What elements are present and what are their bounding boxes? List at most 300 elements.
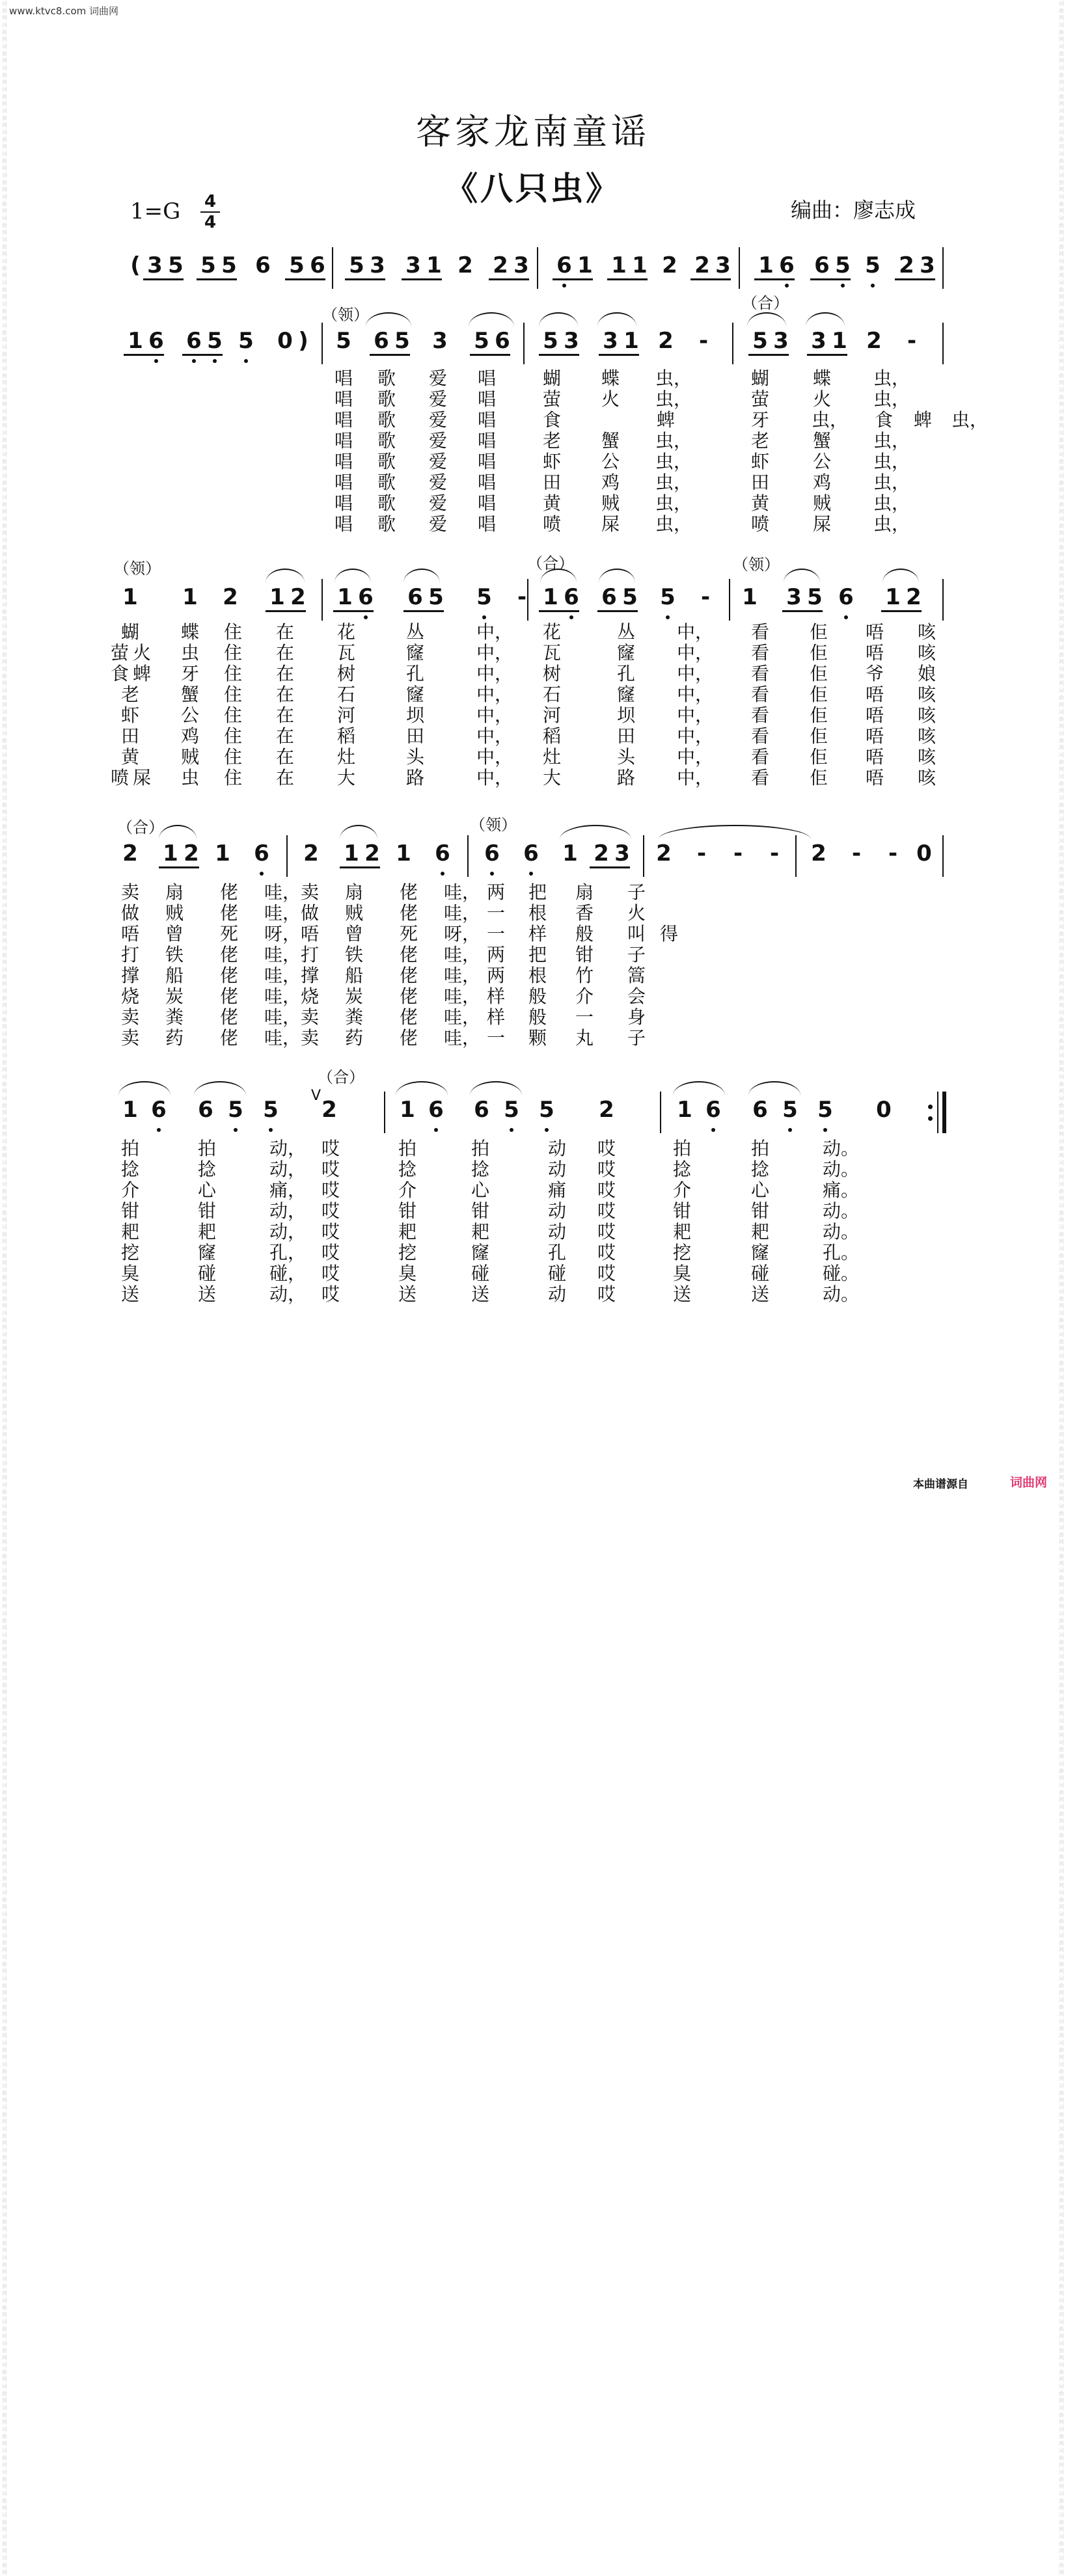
lyric-char: 钳	[120, 1200, 139, 1222]
lyric-char: 动，	[269, 1159, 306, 1180]
lyric-line	[0, 882, 1066, 903]
lyric-char: 哇，	[264, 902, 301, 924]
lyric-char: 哇，	[264, 1006, 301, 1028]
lyric-char: 窿	[616, 684, 635, 705]
lyric-char: 黄	[750, 492, 769, 514]
bar-line	[660, 1092, 661, 1133]
note: 2	[364, 840, 380, 866]
lyric-char: 一	[486, 923, 505, 945]
note: 6	[474, 1097, 489, 1123]
note: 5	[471, 584, 497, 610]
lyric-char: 住	[223, 746, 242, 768]
lyric-char: 萤	[542, 388, 561, 410]
lyric-char: 耙	[398, 1221, 417, 1242]
lyric-char: 佬	[399, 881, 418, 903]
lyric-char: 路	[405, 767, 424, 788]
lyric-char: 窿	[405, 684, 424, 705]
note: 1	[269, 584, 285, 610]
lyric-line	[0, 903, 1066, 924]
lyric-char: 唱	[477, 430, 496, 451]
note: 6	[601, 584, 617, 610]
lyric-char: 蝶	[601, 368, 620, 389]
note: 5	[223, 1097, 249, 1123]
note: 2	[290, 584, 306, 610]
note-underline	[143, 278, 184, 280]
lyric-char: 中，	[676, 746, 713, 768]
lyric-char: 中，	[476, 684, 513, 705]
lyric-char: 捻	[120, 1159, 139, 1180]
bar-line	[527, 579, 528, 621]
lyric-char: 颗	[528, 1027, 547, 1049]
bar-line	[942, 323, 944, 364]
lyric-char: 坝	[405, 704, 424, 726]
lyric-char: 窿	[405, 642, 424, 664]
lyric-char: 萤	[110, 642, 129, 664]
note-underline	[345, 278, 385, 280]
lyric-char: 中，	[676, 642, 713, 664]
lyric-char: 哇，	[443, 1027, 480, 1049]
lyric-line	[0, 1180, 1066, 1201]
lyric-char: 碰	[750, 1263, 769, 1284]
lyric-char: 虫，	[873, 492, 910, 514]
lyric-char: 子	[627, 944, 646, 965]
lyric-char: 蟹	[601, 430, 620, 451]
repeat-dot	[928, 1116, 933, 1121]
lyric-char: 钳	[575, 944, 594, 965]
note: 2	[662, 252, 677, 278]
lyric-char: 曾	[344, 923, 363, 945]
lyric-char: 耙	[750, 1221, 769, 1242]
lyric-char: 送	[750, 1283, 769, 1305]
note: -	[698, 328, 709, 354]
lyric-char: 瓦	[336, 642, 355, 664]
lyric-char: 田	[542, 472, 561, 493]
lyric-char: 窿	[750, 1242, 769, 1263]
site-url[interactable]: www.ktvc8.com 词曲网	[9, 5, 119, 17]
note: 1	[122, 1097, 138, 1123]
lyric-char: 船	[344, 965, 363, 986]
lyric-line	[0, 986, 1066, 1007]
lyric-line	[0, 768, 1066, 788]
lyric-char: 动	[547, 1283, 566, 1305]
lyric-char: 死	[219, 923, 238, 945]
lyric-char: 在	[275, 725, 294, 747]
note-underline	[748, 354, 789, 356]
lyric-char: 老	[542, 430, 561, 451]
lyric-char: 歌	[377, 409, 396, 431]
slur-arc	[396, 1081, 448, 1095]
lyric-char: 蜱	[913, 409, 932, 431]
lyric-char: 唔	[120, 923, 139, 945]
lyric-char: 心	[750, 1179, 769, 1201]
lyric-char: 贼	[344, 902, 363, 924]
lyric-char: 哇，	[443, 1006, 480, 1028]
lyric-char: 捻	[197, 1159, 216, 1180]
lyric-char: 孔	[547, 1242, 566, 1263]
lyric-char: 孔	[405, 663, 424, 684]
note: 5	[655, 584, 681, 610]
lyric-char: 打	[300, 944, 319, 965]
note: 1	[885, 584, 901, 610]
lyric-char: 钳	[398, 1200, 417, 1222]
bar-line	[523, 323, 525, 364]
note: 2	[321, 1097, 337, 1123]
lyric-char: 船	[165, 965, 184, 986]
lyric-char: 佬	[399, 986, 418, 1007]
lyric-char: 虫，	[873, 513, 910, 535]
lyric-char: 喷	[110, 767, 129, 788]
lyric-line	[0, 705, 1066, 726]
lyric-char: 碰	[547, 1263, 566, 1284]
lyric-char: 窿	[616, 642, 635, 664]
lyric-char: 佬	[399, 944, 418, 965]
lyric-char: 送	[197, 1283, 216, 1305]
lyric-char: 唱	[334, 368, 353, 389]
lead-marker: （领）	[733, 556, 780, 574]
lyric-char: 虫，	[951, 409, 988, 431]
note: 2	[866, 328, 882, 354]
note: 3	[370, 252, 385, 278]
lyric-char: 歌	[377, 513, 396, 535]
note: 2	[184, 840, 199, 866]
lyric-line	[0, 1222, 1066, 1242]
lyric-char: 石	[542, 684, 561, 705]
lyric-char: 拍	[672, 1138, 691, 1159]
lyric-char: 哇，	[264, 986, 301, 1007]
note: 1	[400, 1097, 415, 1123]
lyric-char: 佢	[809, 746, 828, 768]
bar-line	[286, 835, 288, 877]
lyric-char: 哇，	[443, 986, 480, 1007]
lyric-char: 哎	[321, 1242, 340, 1263]
lyric-char: 哇，	[443, 881, 480, 903]
lyric-char: 看	[750, 684, 769, 705]
lyric-char: 送	[398, 1283, 417, 1305]
note: 6	[518, 840, 544, 866]
lyric-char: 虫，	[655, 388, 692, 410]
lyric-char: 坝	[616, 704, 635, 726]
note: 2	[122, 840, 138, 866]
note: 2	[599, 1097, 614, 1123]
lyric-char: 哎	[597, 1138, 616, 1159]
lyric-char: 动	[547, 1138, 566, 1159]
lyric-line	[0, 472, 1066, 493]
lyric-char: 花	[542, 621, 561, 643]
lyric-char: 卖	[300, 1006, 319, 1028]
lyric-char: 住	[223, 725, 242, 747]
lyric-char: 看	[750, 704, 769, 726]
lyric-char: 佢	[809, 642, 828, 664]
note: 5	[860, 252, 886, 278]
side-watermark-right: 词曲网 词曲网 词曲网 词曲网 词曲网 词曲网 词曲网 词曲网 词曲网 词曲网 词曲网 词曲网 词曲网 词曲网 词曲网 词曲网 词曲网 词曲网 词曲网 词曲网 词曲网 词曲网 词曲网 词曲网 词曲网 词曲网 词曲网 词曲网 词曲网 词曲网 词曲网 词曲网 词曲网 词曲网 词曲网 词曲网 词曲网 词曲网 词曲网 词曲网 词曲网 词曲网 词曲网 词曲网 词曲网 词曲网 词曲网 词曲网 词曲网 词曲网 词曲网 词曲网 词曲网 词曲网 词曲网 词曲网 词曲网 词曲网 词曲网 词曲网 词曲网 词曲网 词曲网 词曲网 词曲网 词曲网 词曲网 词曲网 词曲网 词曲网 词曲网 词曲网 词曲网 词曲网 词曲网 词曲网 词曲网 词曲网 词曲网 词曲网 词曲网 词曲网 词曲网 词曲网 词曲网 词曲网 词曲网 词曲网 词曲网 词曲网 词曲网 词曲网 词曲网 词曲网 词曲网 词曲网 词曲网 词曲网 词曲网 词曲网 词曲网 词曲网 词曲网 词曲网 词曲网 词曲网 词曲网 词曲网 词曲网 词曲网 词曲网 词曲网 词曲网 词曲网 词曲网 词曲网 词曲网 词曲网 词曲网 词曲网	[1059, 1, 1064, 2575]
song-subtitle: 《八只虫》	[445, 170, 621, 208]
note: 2	[458, 252, 473, 278]
lyric-char: 喷	[542, 513, 561, 535]
lyric-char: 田	[616, 725, 635, 747]
lyric-char: 爱	[428, 368, 447, 389]
lyric-char: 唱	[334, 430, 353, 451]
lyric-char: 铁	[165, 944, 184, 965]
lyric-char: 碰	[197, 1263, 216, 1284]
note-underline	[182, 354, 223, 356]
note: 5	[474, 328, 489, 354]
lyric-char: 唔	[865, 746, 884, 768]
lyric-char: 虾	[542, 451, 561, 472]
note-underline	[124, 354, 164, 356]
lyric-line	[0, 389, 1066, 410]
lyric-char: 哎	[321, 1263, 340, 1284]
lyric-line	[0, 726, 1066, 747]
lyric-char: 佢	[809, 767, 828, 788]
lyric-char: 中，	[476, 642, 513, 664]
lyric-line	[0, 1159, 1066, 1180]
lyric-char: 碰。	[822, 1263, 859, 1284]
lyric-char: 蟹	[812, 430, 831, 451]
note: 1	[832, 328, 847, 354]
lyric-char: 卖	[120, 1027, 139, 1049]
lyric-char: 看	[750, 621, 769, 643]
note: 3	[603, 328, 618, 354]
lyric-char: 看	[750, 663, 769, 684]
lyric-char: 贼	[812, 492, 831, 514]
lyric-char: 住	[223, 642, 242, 664]
lyric-char: 动，	[269, 1138, 306, 1159]
lyric-char: 介	[398, 1179, 417, 1201]
bar-line	[942, 579, 944, 621]
lyric-char: 食	[542, 409, 561, 431]
note: 2	[906, 584, 922, 610]
note-underline	[370, 354, 410, 356]
note-underline	[340, 866, 380, 868]
lyric-char: 田	[120, 725, 139, 747]
lyric-char: 呀，	[264, 923, 301, 945]
time-signature-bottom: 4	[204, 213, 217, 232]
note: 6	[752, 1097, 768, 1123]
lyric-char: 痛	[547, 1179, 566, 1201]
lyric-char: 哇，	[443, 944, 480, 965]
note: 1	[122, 584, 138, 610]
lyrics-block-4	[0, 1138, 1066, 1308]
lyric-char: 般	[528, 1006, 547, 1028]
lyric-char: 孔，	[269, 1242, 306, 1263]
note: 1	[337, 584, 353, 610]
lyric-char: 挖	[672, 1242, 691, 1263]
note-underline	[599, 354, 639, 356]
note-underline	[597, 610, 638, 612]
lyric-char: 心	[197, 1179, 216, 1201]
note: -	[700, 584, 711, 610]
lyric-char: 看	[750, 746, 769, 768]
lyric-char: 蝶	[180, 621, 199, 643]
note: 0	[876, 1097, 892, 1123]
note: 3	[147, 252, 163, 278]
lyric-char: 动	[547, 1200, 566, 1222]
lyric-char: 哎	[597, 1263, 616, 1284]
lyric-char: 食	[874, 409, 893, 431]
lyric-char: 佬	[219, 986, 238, 1007]
lyric-line	[0, 945, 1066, 965]
lyric-char: 牙	[750, 409, 769, 431]
lyric-char: 钳	[471, 1200, 489, 1222]
lyric-char: 哎	[597, 1159, 616, 1180]
lyric-char: 蝶	[812, 368, 831, 389]
chorus-marker: （合）	[527, 554, 574, 572]
lyric-char: 大	[542, 767, 561, 788]
note: 2	[899, 252, 914, 278]
note: 1	[562, 840, 578, 866]
note: 6	[181, 328, 207, 354]
note-underline	[895, 278, 935, 280]
note: 5	[777, 1097, 803, 1123]
lyric-char: 介	[575, 986, 594, 1007]
lyric-char: 做	[300, 902, 319, 924]
lyric-char: 爱	[428, 492, 447, 514]
lyric-char: 捻	[471, 1159, 489, 1180]
note: -	[696, 840, 707, 866]
lyric-char: 虫，	[655, 472, 692, 493]
note: -	[769, 840, 780, 866]
chorus-marker: （合）	[117, 818, 164, 837]
slur-arc	[469, 312, 514, 327]
lyric-char: 挖	[120, 1242, 139, 1263]
note: 6	[310, 252, 325, 278]
lyric-char: 中，	[476, 746, 513, 768]
lyric-char: 哇，	[443, 902, 480, 924]
lyric-char: 唱	[477, 388, 496, 410]
lyric-char: 动	[547, 1159, 566, 1180]
note: 3	[405, 252, 421, 278]
lyric-char: 蟹	[180, 684, 199, 705]
lyric-char: 孔	[616, 663, 635, 684]
lyric-line	[0, 684, 1066, 705]
lyric-char: 在	[275, 621, 294, 643]
note: 1	[215, 840, 230, 866]
lyric-char: 树	[542, 663, 561, 684]
lyric-char: 叫	[627, 923, 646, 945]
lyric-char: 臭	[398, 1263, 417, 1284]
lyric-char: 铁	[344, 944, 363, 965]
lyrics-block-3	[0, 882, 1066, 1051]
note: 5	[543, 328, 558, 354]
note-underline	[539, 610, 579, 612]
lyric-char: 咳	[917, 746, 936, 768]
slur-arc	[470, 1081, 522, 1095]
bar-line	[739, 247, 740, 289]
lyric-char: 耙	[471, 1221, 489, 1242]
slur-arc	[599, 569, 635, 583]
slur-arc	[539, 312, 578, 327]
chorus-marker: （合）	[742, 294, 789, 312]
lyric-char: 咳	[917, 725, 936, 747]
bar-line	[643, 835, 644, 877]
score-system-4	[0, 816, 1066, 886]
lyric-line	[0, 643, 1066, 664]
note: 3	[920, 252, 935, 278]
note-underline	[590, 866, 630, 868]
note: 6	[407, 584, 423, 610]
lyric-char: 药	[344, 1027, 363, 1049]
lyric-char: 唔	[865, 684, 884, 705]
lyric-char: 唔	[865, 642, 884, 664]
bar-line	[467, 835, 469, 877]
lyric-char: 撑	[120, 965, 139, 986]
lyric-char: 臭	[672, 1263, 691, 1284]
lyric-char: 臭	[120, 1263, 139, 1284]
lyric-char: 中，	[676, 767, 713, 788]
side-watermark-left: 词曲网 词曲网 词曲网 词曲网 词曲网 词曲网 词曲网 词曲网 词曲网 词曲网 词曲网 词曲网 词曲网 词曲网 词曲网 词曲网 词曲网 词曲网 词曲网 词曲网 词曲网 词曲网 词曲网 词曲网 词曲网 词曲网 词曲网 词曲网 词曲网 词曲网 词曲网 词曲网 词曲网 词曲网 词曲网 词曲网 词曲网 词曲网 词曲网 词曲网 词曲网 词曲网 词曲网 词曲网 词曲网 词曲网 词曲网 词曲网 词曲网 词曲网 词曲网 词曲网 词曲网 词曲网 词曲网 词曲网 词曲网 词曲网 词曲网 词曲网 词曲网 词曲网 词曲网 词曲网 词曲网 词曲网 词曲网 词曲网 词曲网 词曲网 词曲网 词曲网 词曲网 词曲网 词曲网 词曲网 词曲网 词曲网 词曲网 词曲网 词曲网 词曲网 词曲网 词曲网 词曲网 词曲网 词曲网 词曲网 词曲网 词曲网 词曲网 词曲网 词曲网 词曲网 词曲网 词曲网 词曲网 词曲网 词曲网 词曲网 词曲网 词曲网 词曲网 词曲网 词曲网 词曲网 词曲网 词曲网 词曲网 词曲网 词曲网 词曲网 词曲网 词曲网 词曲网 词曲网 词曲网 词曲网 词曲网 词曲网	[2, 1, 7, 2575]
lyric-char: 鸡	[180, 725, 199, 747]
lyric-char: 一	[575, 1006, 594, 1028]
lyric-line	[0, 451, 1066, 472]
lyric-char: 唔	[865, 725, 884, 747]
lyric-char: 唔	[865, 767, 884, 788]
bar-line	[942, 1092, 946, 1133]
slur-arc	[784, 569, 820, 583]
lyric-char: 虫，	[873, 388, 910, 410]
lyric-char: 佢	[809, 704, 828, 726]
lyric-char: 中，	[476, 704, 513, 726]
lyric-char: 哎	[321, 1283, 340, 1305]
lyric-char: 两	[486, 944, 505, 965]
note: 6	[495, 328, 510, 354]
note: 0	[277, 328, 293, 354]
note: 1	[163, 840, 178, 866]
lyric-char: 唱	[334, 513, 353, 535]
lyric-char: 灶	[542, 746, 561, 768]
lyric-char: 老	[120, 684, 139, 705]
note: 3	[513, 252, 529, 278]
lyric-char: 碰，	[269, 1263, 306, 1284]
note: -	[517, 584, 527, 610]
note-underline	[607, 278, 648, 280]
lyric-char: 捻	[750, 1159, 769, 1180]
lyric-char: 哎	[321, 1159, 340, 1180]
lyric-char: 佬	[219, 1006, 238, 1028]
note: 5	[233, 328, 259, 354]
lyric-char: 介	[672, 1179, 691, 1201]
lyric-char: 哎	[597, 1283, 616, 1305]
footer-logo[interactable]: 词曲网	[1010, 1475, 1048, 1490]
note: 2	[811, 840, 827, 866]
note: 5	[534, 1097, 560, 1123]
lyrics-block-1	[0, 368, 1066, 537]
time-signature	[200, 193, 220, 232]
bar-line	[332, 247, 333, 289]
note: 5	[349, 252, 364, 278]
lyric-char: 烧	[300, 986, 319, 1007]
note-underline	[810, 278, 851, 280]
lyric-char: 佬	[399, 1027, 418, 1049]
lyric-char: 唱	[334, 451, 353, 472]
note: 6	[774, 252, 800, 278]
lyric-char: 牙	[180, 663, 199, 684]
lyric-char: 哇，	[264, 1027, 301, 1049]
lyric-char: 拍	[197, 1138, 216, 1159]
lyrics-block-2	[0, 622, 1066, 791]
lyric-char: 介	[120, 1179, 139, 1201]
note: 1	[742, 584, 758, 610]
lyric-char: 歌	[377, 451, 396, 472]
note-underline	[690, 278, 731, 280]
lyric-line	[0, 924, 1066, 945]
lyric-char: 咳	[917, 704, 936, 726]
note-underline	[489, 278, 529, 280]
bar-line	[321, 323, 323, 364]
lyric-char: 会	[627, 986, 646, 1007]
lyric-char: 火	[627, 902, 646, 924]
lyric-char: 唔	[865, 704, 884, 726]
note: 5	[394, 328, 410, 354]
